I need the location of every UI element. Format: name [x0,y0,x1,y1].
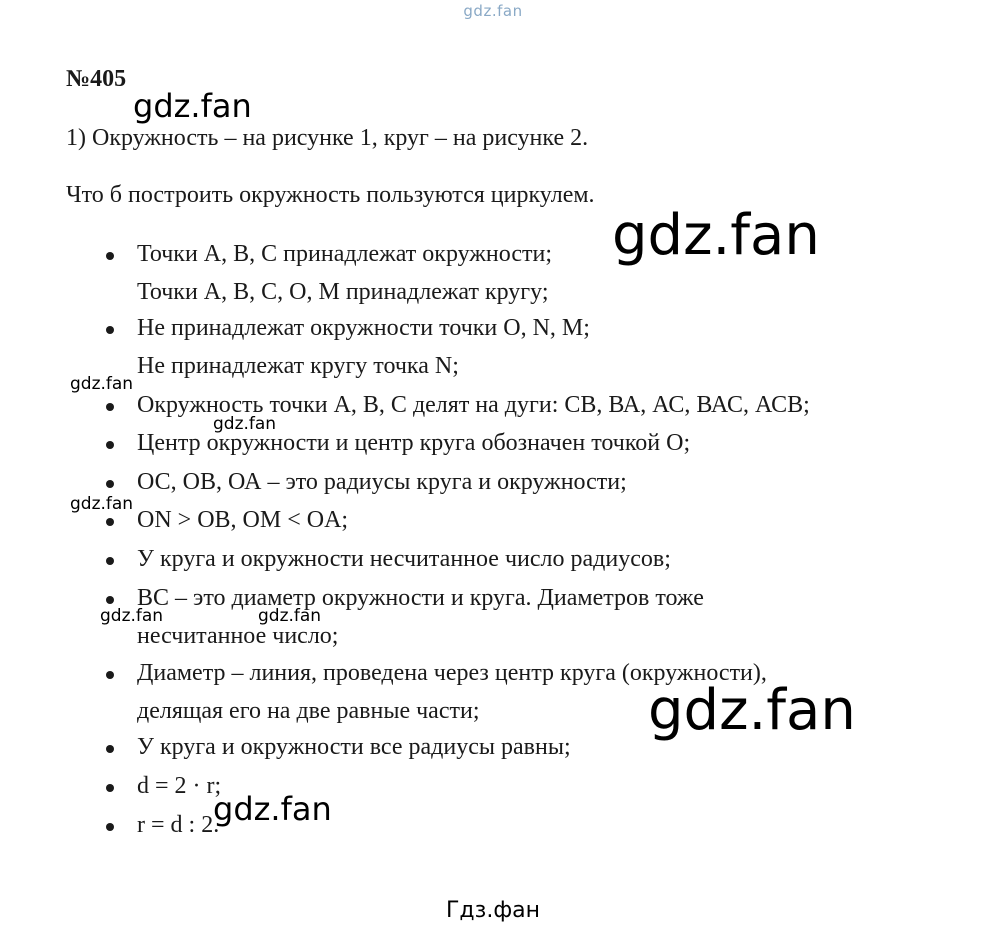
watermark: gdz.fan [258,606,322,626]
bullet-3-line-1: Окружность точки А, В, С делят на дуги: СВ, ВА, АС, ВАС, АСВ; [137,392,810,418]
bullet-dot [106,326,114,334]
watermark: gdz.fan [213,414,277,434]
watermark: gdz.fan [70,374,134,394]
watermark: gdz.fan [648,678,856,743]
bullet-2-line-1: Не принадлежат окружности точки О, N, M; [137,315,590,341]
bullet-4-line-1: Центр окружности и центр круга обозначен точкой О; [137,430,691,456]
bullet-8-line-1: ВС – это диаметр окружности и круга. Диаметров тоже [137,585,704,611]
bullet-dot [106,557,114,565]
bullet-1-line-2: Точки А, В, С, О, М принадлежат кругу; [137,279,549,305]
watermark: gdz.fan [100,606,164,626]
bullet-dot [106,784,114,792]
bullet-dot [106,596,114,604]
bullet-9-line-2: делящая его на две равные части; [137,698,480,724]
bullet-dot [106,480,114,488]
bullet-1-line-1: Точки А, В, С принадлежат окружности; [137,241,552,267]
exercise-number: №405 [66,66,127,92]
bullet-9-line-1: Диаметр – линия, проведена через центр круга (окружности), [137,660,767,686]
intro-line-2: Что б построить окружность пользуются циркулем. [66,182,595,208]
bullet-6-line-1: ON > OB, OM < OA; [137,507,349,533]
bullet-dot [106,671,114,679]
watermark: gdz.fan [213,790,332,828]
bullet-10-line-1: У круга и окружности все радиусы равны; [137,734,571,760]
bullet-7-line-1: У круга и окружности несчитанное число радиусов; [137,546,671,572]
bullet-dot [106,441,114,449]
intro-line-1: 1) Окружность – на рисунке 1, круг – на рисунке 2. [66,125,589,151]
bullet-dot [106,518,114,526]
bullet-dot [106,252,114,260]
watermark: gdz.fan [133,87,252,125]
bullet-2-line-2: Не принадлежат кругу точка N; [137,353,459,379]
bullet-11-line-1: d = 2 · r; [137,773,222,799]
bullet-8-line-2: несчитанное число; [137,623,339,649]
bullet-dot [106,745,114,753]
watermark: gdz.fan [612,203,820,268]
bullet-5-line-1: ОС, ОВ, ОА – это радиусы круга и окружности; [137,469,627,495]
footer-label: Гдз.фан [446,898,540,923]
bullet-dot [106,823,114,831]
bullet-12-line-1: r = d : 2. [137,812,220,838]
watermark: gdz.fan [70,494,134,514]
top-watermark: gdz.fan [463,2,523,20]
bullet-dot [106,403,114,411]
